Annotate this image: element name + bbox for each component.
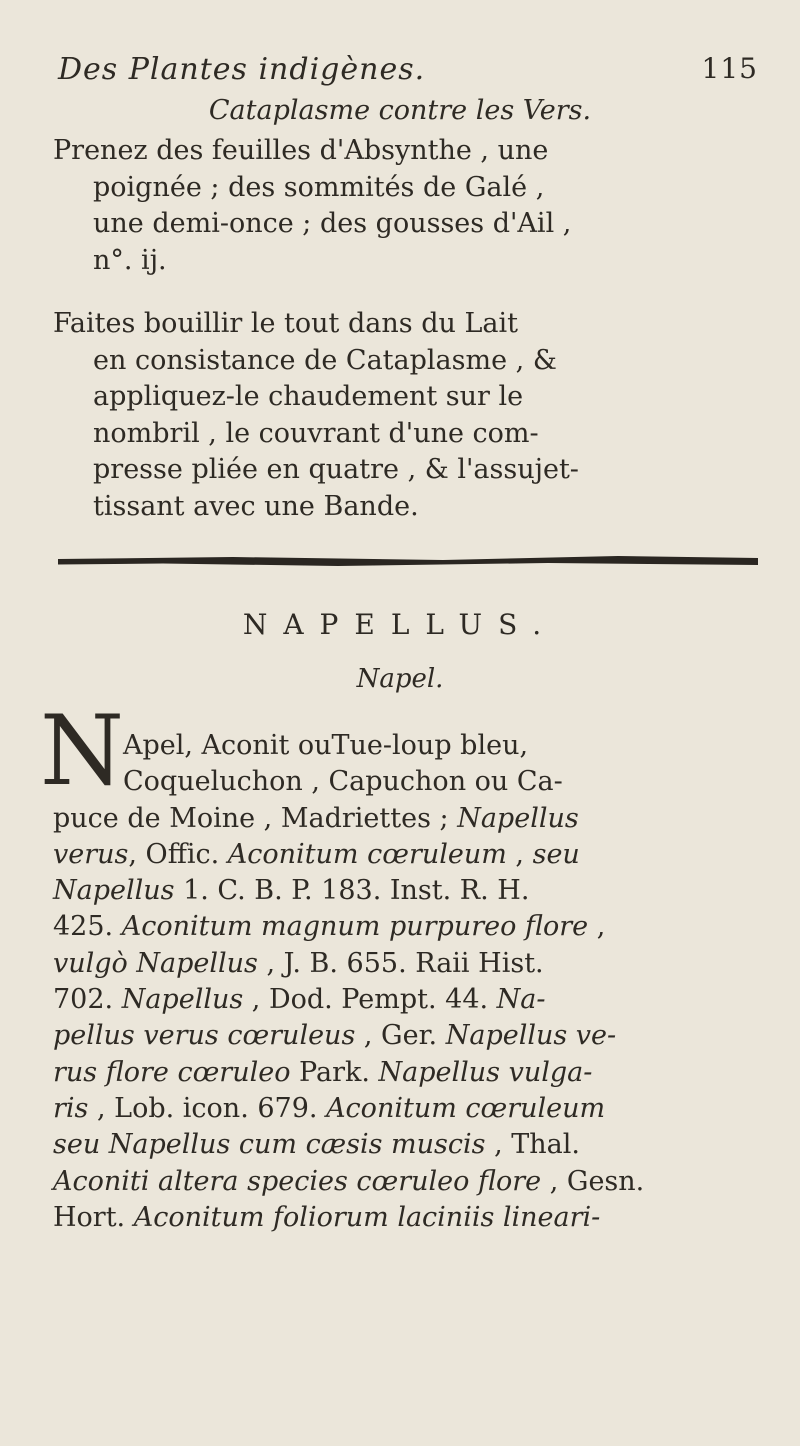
italic-text: ris [53, 1092, 89, 1124]
text-line [53, 837, 644, 873]
roman-text: 425. [53, 911, 122, 943]
body-text [53, 728, 644, 1236]
italic-text: vulgò Napellus [53, 947, 258, 979]
recipe-ingredients [53, 133, 571, 279]
italic-text: Aconitum cœruleum [326, 1092, 606, 1124]
italic-text: Napellus [53, 875, 175, 907]
text-line: en consistance de Cataplasme , & [93, 344, 557, 376]
italic-text: Aconitum cœruleum [227, 838, 507, 870]
italic-text: rus flore cœruleo [53, 1056, 291, 1088]
text-line [53, 1055, 644, 1091]
text-line: Prenez des feuilles d'Absynthe , une [53, 135, 549, 166]
text-line [53, 1200, 644, 1236]
italic-text: seu [532, 838, 580, 870]
text-line: Faites bouillir le tout dans du Lait [53, 308, 518, 339]
text-line [53, 801, 644, 837]
roman-text: , Thal. [485, 1129, 580, 1161]
italic-text: Aconitum magnum purpureo flore [121, 911, 589, 943]
italic-text: Napellus [457, 802, 579, 834]
text-line [53, 1164, 644, 1200]
italic-text: Napellus [121, 984, 244, 1016]
text-line [53, 764, 644, 800]
text-line: nombril , le couvrant d'une com- [93, 417, 539, 449]
page-number: 115 [701, 52, 758, 85]
text-line: presse pliée en quatre , & l'assujet- [93, 454, 579, 485]
text-line [53, 1091, 644, 1127]
text-line: une demi-once ; des gousses d'Ail , [93, 208, 572, 239]
text-line [53, 982, 644, 1018]
roman-text: Hort. [53, 1201, 134, 1233]
italic-text: Napellus ve- [445, 1020, 617, 1052]
text-line: poignée ; des sommités de Galé , [93, 171, 545, 203]
italic-text: Aconitum foliorum laciniis lineari- [133, 1201, 601, 1233]
text-line [53, 873, 644, 909]
running-head-title: Des Plantes indigènes. [58, 52, 426, 87]
roman-text: , Offic. [128, 838, 228, 870]
recipe-title: Cataplasme contre les Vers. [208, 95, 592, 126]
italic-text: Na- [496, 984, 546, 1016]
text-line: tissant avec une Bande. [93, 490, 419, 522]
roman-text: , Lob. icon. 679. [88, 1092, 327, 1124]
section-title: NAPELLUS. [242, 608, 558, 641]
text-line: n°. ij. [93, 244, 167, 276]
running-head [58, 52, 758, 87]
italic-text: Aconiti altera species cœruleo flore [53, 1165, 542, 1197]
text-line: appliquez-le chaudement sur le [93, 381, 524, 412]
italic-text: verus [53, 838, 129, 870]
text-line [53, 1018, 644, 1054]
roman-text: Apel, Aconit ouTue-loup bleu, [123, 730, 529, 761]
roman-text: puce de Moine , Madriettes ; [53, 802, 458, 834]
text-line [53, 909, 644, 945]
roman-text: , J. B. 655. Raii Hist. [257, 947, 544, 979]
roman-text: , [506, 838, 533, 870]
text-line [53, 946, 644, 982]
text-line [53, 1127, 644, 1163]
roman-text: Park. [290, 1056, 379, 1088]
roman-text: , Ger. [355, 1020, 446, 1052]
ornamental-rule [58, 556, 758, 566]
section-subtitle: Napel. [356, 664, 444, 694]
drop-cap: N [40, 695, 124, 807]
recipe-instructions [53, 306, 579, 525]
roman-text: , [588, 911, 606, 943]
roman-text: 702. [53, 984, 122, 1016]
roman-text: , Dod. Pempt. 44. [243, 984, 497, 1016]
italic-text: seu Napellus cum cæsis muscis [53, 1129, 486, 1161]
italic-text: pellus verus cœruleus [53, 1020, 356, 1052]
italic-text: Napellus vulga- [378, 1056, 593, 1088]
roman-text: , Gesn. [541, 1165, 645, 1197]
text-line [53, 728, 644, 764]
roman-text: Coqueluchon , Capuchon ou Ca- [123, 766, 563, 798]
roman-text: 1. C. B. P. 183. Inst. R. H. [174, 875, 530, 907]
